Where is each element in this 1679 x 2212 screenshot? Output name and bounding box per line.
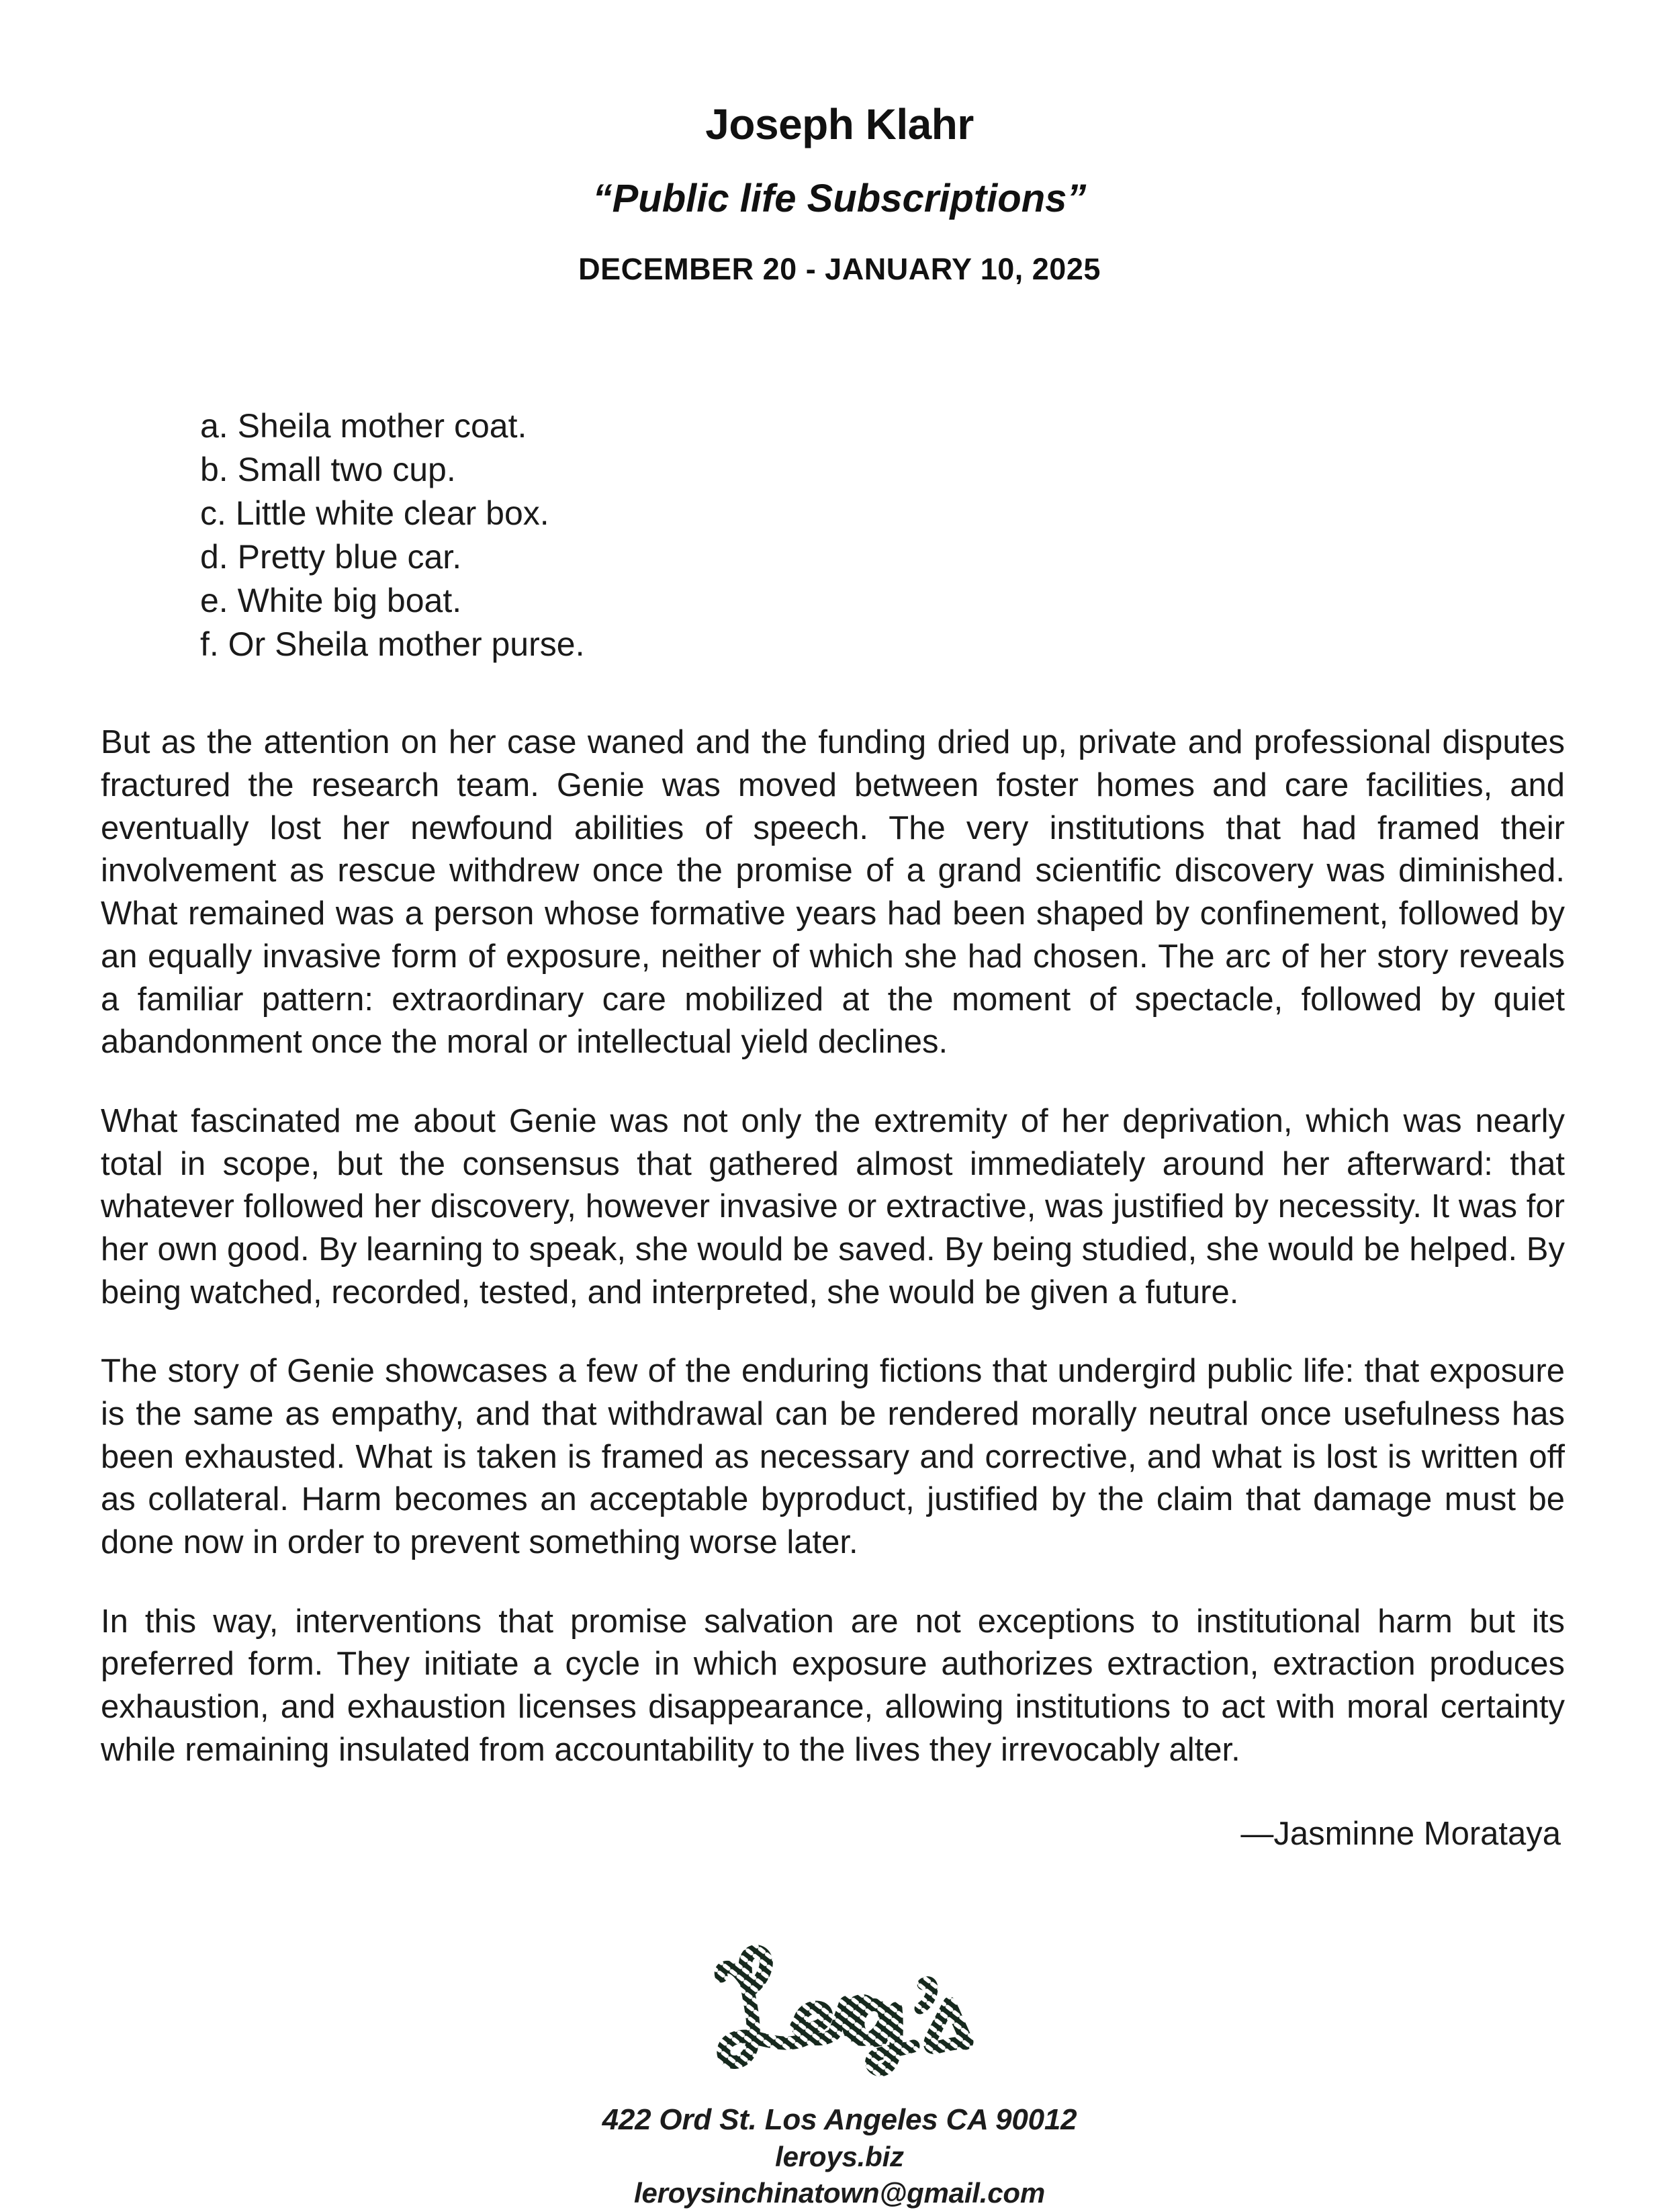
artist-name: Joseph Klahr	[705, 100, 974, 148]
gallery-contact-footer	[0, 2100, 1679, 2212]
author-signature: —Jasminne Morataya	[1240, 1815, 1561, 1852]
gallery-logo	[0, 1914, 1679, 2086]
content-column	[101, 404, 1565, 1852]
leroys-rope-logo-icon	[651, 1914, 1028, 2082]
list-item: e. White big boat.	[200, 582, 462, 620]
gallery-address: 422 Ord St. Los Angeles CA 90012	[602, 2103, 1077, 2136]
list-item: f. Or Sheila mother purse.	[200, 625, 585, 664]
document-header	[0, 0, 1679, 287]
exhibition-dates: DECEMBER 20 - JANUARY 10, 2025	[578, 252, 1101, 287]
list-item: a. Sheila mother coat.	[200, 407, 527, 445]
exhibition-title: “Public life Subscriptions”	[592, 177, 1087, 221]
body-paragraph: But as the attention on her case waned and the funding dried up, private and professional disputes fractured the research team. Genie was moved between foster homes and care facilities, and eventually lost her newfound abilities of speech. The very institutions that had framed their involvement as rescue withdrew once the promise of a grand scientific discovery was diminished. What remained was a person whose formative years had been shaped by confinement, followed by an equally invasive form of exposure, neither of which she had chosen. The arc of her story reveals a familiar pattern: extraordinary care mobilized at the moment of spectacle, followed by quiet abandonment once the moral or intellectual yield declines.	[101, 724, 1565, 1061]
body-paragraph: In this way, interventions that promise salvation are not exceptions to institutional harm but its preferred form. They initiate a cycle in which exposure authorizes extraction, extraction produces exhaustion, and exhaustion licenses disappearance, allowing institutions to act with moral certainty while remaining insulated from accountability to the lives they irrevocably alter.	[101, 1603, 1565, 1768]
body-paragraph: What fascinated me about Genie was not only the extremity of her deprivation, which was nearly total in scope, but the consensus that gathered almost immediately around her afterward: that whatever followed her discovery, however invasive or extractive, was justified by necessity. It was for her own good. By learning to speak, she would be saved. By being studied, she would be helped. By being watched, recorded, tested, and interpreted, she would be given a future.	[101, 1102, 1565, 1311]
body-paragraph: The story of Genie showcases a few of the enduring fictions that undergird public life: that exposure is the same as empathy, and that withdrawal can be rendered morally neutral once usefulness has been exhausted. What is taken is framed as necessary and corrective, and what is lost is written off as collateral. Harm becomes an acceptable byproduct, justified by the claim that damage must be done now in order to prevent something worse later.	[101, 1353, 1565, 1561]
list-item: b. Small two cup.	[200, 451, 456, 489]
essay-body	[101, 721, 1565, 1771]
list-item: c. Little white clear box.	[200, 494, 549, 533]
gallery-website[interactable]: leroys.biz	[775, 2140, 904, 2172]
artwork-list	[200, 404, 1565, 666]
gallery-email[interactable]: leroysinchinatown@gmail.com	[633, 2177, 1045, 2209]
list-item: d. Pretty blue car.	[200, 538, 462, 576]
